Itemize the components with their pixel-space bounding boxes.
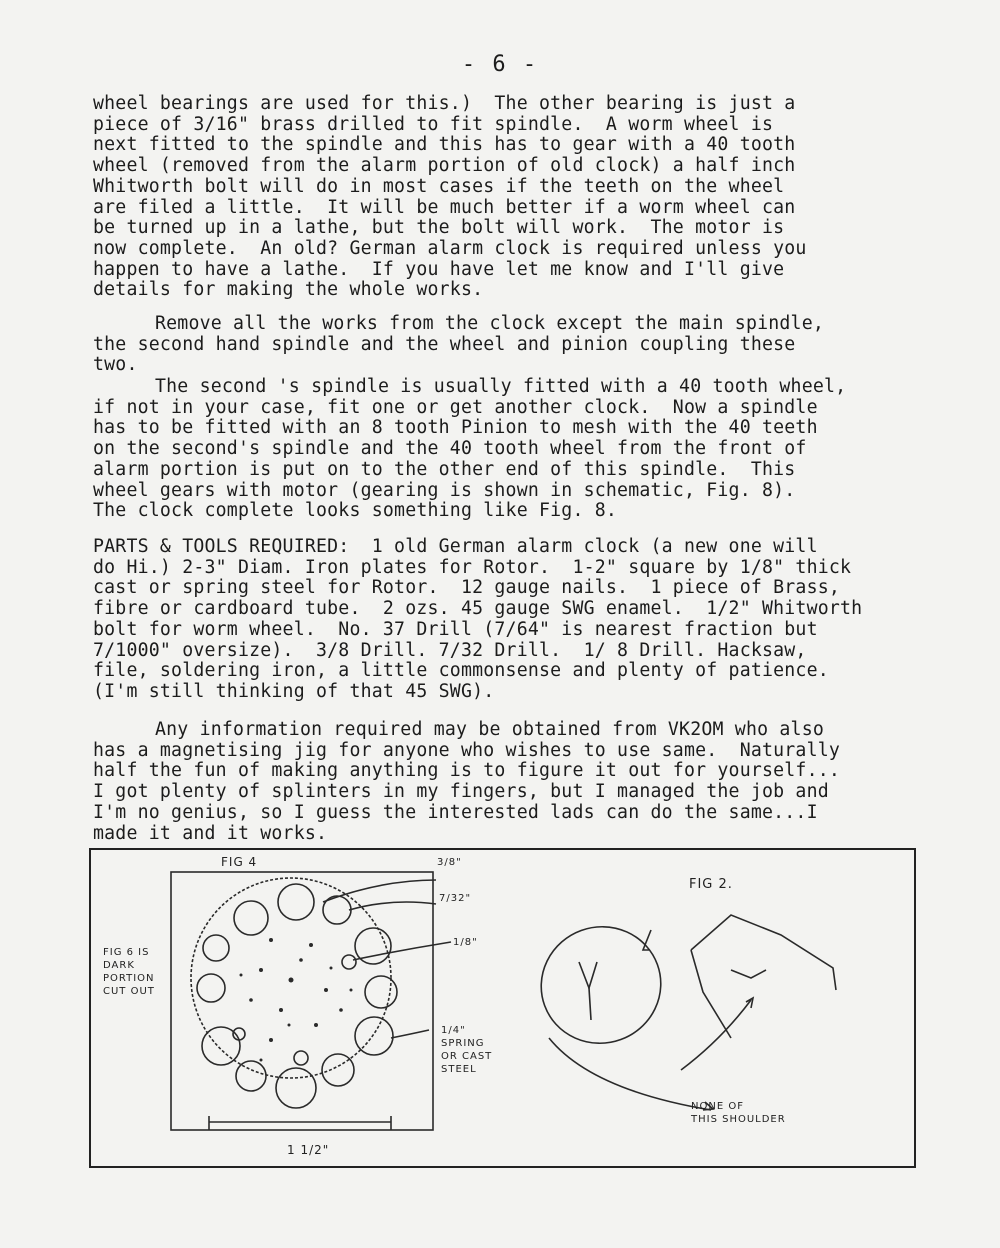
paragraph-2 — [93, 314, 973, 376]
parts-and-tools-paragraph — [93, 537, 973, 703]
text-line: PARTS & TOOLS REQUIRED: 1 old German alarm clock (a new one will — [93, 536, 818, 557]
text-line: The second 's spindle is usually fitted with a 40 tooth wheel, — [155, 376, 847, 397]
text-line: (I'm still thinking of that 45 SWG). — [93, 680, 495, 702]
figure-drawing — [91, 850, 914, 1166]
text-line: I got plenty of splinters in my fingers, but I managed the job and — [93, 781, 829, 803]
rotor-hole — [278, 884, 314, 920]
text-line: do Hi.) 2-3" Diam. Iron plates for Rotor. 1-2" square by 1/8" thick — [93, 556, 852, 578]
text-line: Whitworth bolt will do in most cases if the teeth on the wheel — [93, 175, 785, 197]
rotor-hole — [236, 1061, 266, 1091]
fig-2-label: FIG 2. — [689, 877, 733, 892]
text-line: Any information required may be obtained from VK2OM who also — [155, 719, 824, 740]
spring-steel-note: 1/4" SPRING OR CAST STEEL — [441, 1025, 493, 1075]
rotor-hole — [342, 955, 356, 969]
rotor-hole — [203, 935, 229, 961]
text-line: has to be fitted with an 8 tooth Pinion to mesh with the 40 teeth — [93, 417, 818, 439]
rotor-hole — [322, 1054, 354, 1086]
text-line: next fitted to the spindle and this has to gear with a 40 tooth — [93, 134, 796, 156]
dimension-1-8: 1/8" — [453, 937, 478, 948]
text-line: wheel gears with motor (gearing is shown in schematic, Fig. 8). — [93, 479, 796, 501]
rotor-hole — [197, 974, 225, 1002]
rotor-hole — [276, 1068, 316, 1108]
page-number: - 6 - — [461, 52, 539, 77]
rotor-hole — [355, 1017, 393, 1055]
rotor-hole — [294, 1051, 308, 1065]
rotor-hole — [202, 1027, 240, 1065]
text-line: wheel bearings are used for this.) The other bearing is just a — [93, 93, 796, 114]
paragraph-1 — [93, 94, 973, 301]
shaft-end-circle — [525, 910, 677, 1060]
fig-6-note: FIG 6 IS DARK PORTION CUT OUT — [103, 947, 155, 997]
paragraph-5 — [93, 720, 973, 844]
paragraph-3 — [93, 377, 973, 522]
text-line: fibre or cardboard tube. 2 ozs. 45 gauge SWG enamel. 1/2" Whitworth — [93, 598, 863, 620]
text-line: piece of 3/16" brass drilled to fit spindle. A worm wheel is — [93, 113, 774, 135]
rotor-hole — [234, 901, 268, 935]
text-line: two. — [93, 354, 138, 376]
text-line: has a magnetising jig for anyone who wishes to use same. Naturally — [93, 739, 841, 761]
text-line: if not in your case, fit one or get another clock. Now a spindle — [93, 396, 818, 418]
text-line: happen to have a lathe. If you have let me know and I'll give — [93, 258, 785, 280]
text-line: made it and it works. — [93, 822, 328, 844]
text-line: Remove all the works from the clock except the main spindle, — [155, 313, 824, 334]
text-line: on the second's spindle and the 40 tooth wheel from the front of — [93, 438, 807, 460]
text-line: The clock complete looks something like Fig. 8. — [93, 500, 618, 522]
text-line: bolt for worm wheel. No. 37 Drill (7/64" is nearest fraction but — [93, 618, 818, 640]
hand-drawn-figure-panel — [89, 848, 916, 1168]
text-line: be turned up in a lathe, but the bolt will work. The motor is — [93, 217, 785, 239]
dimension-7-32: 7/32" — [439, 893, 472, 904]
text-line: the second hand spindle and the wheel and pinion coupling these — [93, 333, 796, 355]
text-line: 7/1000" oversize). 3/8 Drill. 7/32 Drill. 1/ 8 Drill. Hacksaw, — [93, 639, 807, 661]
fig-4-label: FIG 4 — [221, 855, 258, 869]
text-line: details for making the whole works. — [93, 279, 484, 301]
text-line: wheel (removed from the alarm portion of old clock) a half inch — [93, 155, 796, 177]
text-line: half the fun of making anything is to figure it out for yourself... — [93, 760, 841, 782]
text-line: now complete. An old? German alarm clock is required unless you — [93, 237, 807, 259]
dimension-3-8: 3/8" — [437, 857, 462, 868]
text-line: cast or spring steel for Rotor. 12 gauge nails. 1 piece of Brass, — [93, 577, 841, 599]
text-line: file, soldering iron, a little commonsense and plenty of patience. — [93, 660, 829, 682]
shoulder-note: NONE OF THIS SHOULDER — [691, 1101, 786, 1125]
text-line: I'm no genius, so I guess the interested lads can do the same...I — [93, 801, 818, 823]
dimension-1-half: 1 1/2" — [287, 1143, 330, 1157]
rotor-hole — [365, 976, 397, 1008]
text-line: are filed a little. It will be much better if a worm wheel can — [93, 196, 796, 218]
text-line: alarm portion is put on to the other end of this spindle. This — [93, 458, 796, 480]
